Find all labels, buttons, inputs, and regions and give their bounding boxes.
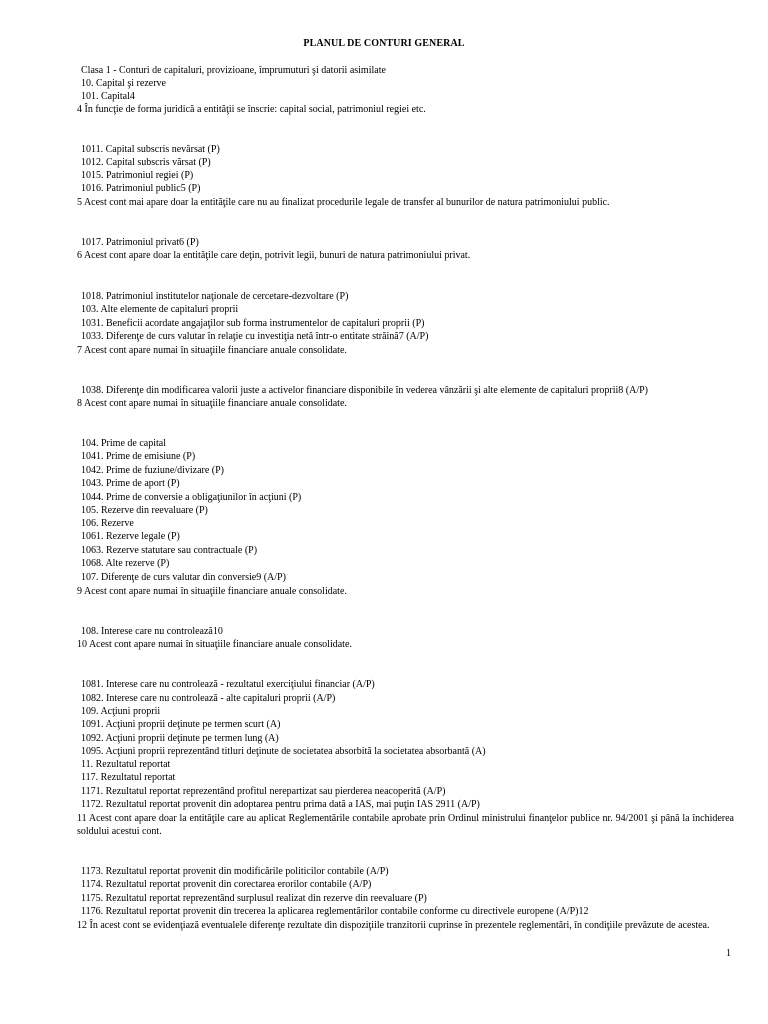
account-line: 1091. Acţiuni proprii deţinute pe termen scurt (A) (81, 719, 281, 730)
account-line: 1033. Diferenţe de curs valutar în relaţie cu investiţia netă într-o entitate străină7 (A/P) (81, 331, 429, 342)
account-line: 1174. Rezultatul reportat provenit din corectarea erorilor contabile (A/P) (81, 879, 372, 890)
footnote-line: 12 În acest cont se evidenţiază eventualele diferenţe rezultate din dispoziţiile tranzitorii cuprinse în prezentele reglementări, în condiţiile prevăzute de acestea. (77, 920, 710, 931)
footnote-line: 4 În funcţie de forma juridică a entităţii se înscrie: capital social, patrimoniul regiei etc. (77, 104, 426, 115)
footnote-line: 10 Acest cont apare numai în situaţiile financiare anuale consolidate. (77, 639, 352, 650)
account-line: 1095. Acţiuni proprii reprezentând titluri deţinute de societatea absorbită la societatea absorbantă (A) (81, 746, 486, 757)
account-line: 1173. Rezultatul reportat provenit din modificările politicilor contabile (A/P) (81, 866, 389, 877)
account-line: 1017. Patrimoniul privat6 (P) (81, 237, 199, 248)
account-line: 1081. Interese care nu controlează - rezultatul exerciţiului financiar (A/P) (81, 679, 375, 690)
footnote-line: 9 Acest cont apare numai în situaţiile financiare anuale consolidate. (77, 586, 347, 597)
footnote-line: 5 Acest cont mai apare doar la entităţile care nu au finalizat procedurile legale de transfer al bunurilor de natura patrimoniului public. (77, 197, 610, 208)
footnote-line: 8 Acest cont apare numai în situaţiile financiare anuale consolidate. (77, 398, 347, 409)
account-line: 11. Rezultatul reportat (81, 759, 171, 770)
account-line: 10. Capital şi rezerve (81, 78, 166, 89)
footnote-line: 11 Acest cont apare doar la entităţile care au aplicat Reglementările contabile aprobate prin Ordinul ministrului finanţelor publice nr. 94/2001 şi până la închiderea soldului acestui cont. (77, 813, 734, 837)
account-line: 1015. Patrimoniul regiei (P) (81, 170, 194, 181)
account-line: 1031. Beneficii acordate angajaţilor sub forma instrumentelor de capitaluri proprii (P) (81, 318, 425, 329)
account-line: 1043. Prime de aport (P) (81, 478, 180, 489)
account-line: 117. Rezultatul reportat (81, 772, 176, 783)
class-heading: Clasa 1 - Conturi de capitaluri, provizioane, împrumuturi şi datorii asimilate (81, 65, 386, 76)
account-line: 1044. Prime de conversie a obligaţiunilor în acţiuni (P) (81, 492, 302, 503)
account-line: 1063. Rezerve statutare sau contractuale (P) (81, 545, 258, 556)
account-line: 1041. Prime de emisiune (P) (81, 451, 196, 462)
account-line: 1012. Capital subscris vărsat (P) (81, 157, 211, 168)
account-line: 1171. Rezultatul reportat reprezentând profitul nerepartizat sau pierderea neacoperită (A/P) (81, 786, 446, 797)
account-line: 1068. Alte rezerve (P) (81, 558, 170, 569)
page-number: 1 (726, 948, 731, 959)
document-title: PLANUL DE CONTURI GENERAL (303, 38, 465, 49)
account-line: 101. Capital4 (81, 91, 135, 102)
account-line: 109. Acţiuni proprii (81, 706, 161, 717)
account-line: 103. Alte elemente de capitaluri proprii (81, 304, 239, 315)
account-line: 105. Rezerve din reevaluare (P) (81, 505, 208, 516)
account-line: 1042. Prime de fuziune/divizare (P) (81, 465, 225, 476)
footnote-line: 7 Acest cont apare numai în situaţiile financiare anuale consolidate. (77, 345, 347, 356)
account-line: 106. Rezerve (81, 518, 134, 529)
account-line: 1018. Patrimoniul institutelor naţionale de cercetare-dezvoltare (P) (81, 291, 349, 302)
account-line: 1038. Diferenţe din modificarea valorii juste a activelor financiare disponibile în vederea vânzării şi alte elemente de capitaluri proprii8 (A/P) (81, 385, 648, 396)
account-line: 1082. Interese care nu controlează - alte capitaluri proprii (A/P) (81, 693, 336, 704)
account-line: 1061. Rezerve legale (P) (81, 531, 180, 542)
account-line: 1016. Patrimoniul public5 (P) (81, 183, 201, 194)
account-line: 1175. Rezultatul reportat reprezentând surplusul realizat din rezerve din reevaluare (P) (81, 893, 427, 904)
account-line: 107. Diferenţe de curs valutar din conversie9 (A/P) (81, 572, 286, 583)
account-line: 108. Interese care nu controlează10 (81, 626, 223, 637)
footnote-line: 6 Acest cont apare doar la entităţile care deţin, potrivit legii, bunuri de natura patrimoniului privat. (77, 250, 471, 261)
account-line: 1011. Capital subscris nevărsat (P) (81, 144, 220, 155)
account-line: 1172. Rezultatul reportat provenit din adoptarea pentru prima dată a IAS, mai puţin IAS 2911 (A/P) (81, 799, 480, 810)
account-line: 1176. Rezultatul reportat provenit din trecerea la aplicarea reglementărilor contabile conforme cu directivele europene (A/P)12 (81, 906, 589, 917)
account-line: 1092. Acţiuni proprii deţinute pe termen lung (A) (81, 733, 279, 744)
account-line: 104. Prime de capital (81, 438, 166, 449)
